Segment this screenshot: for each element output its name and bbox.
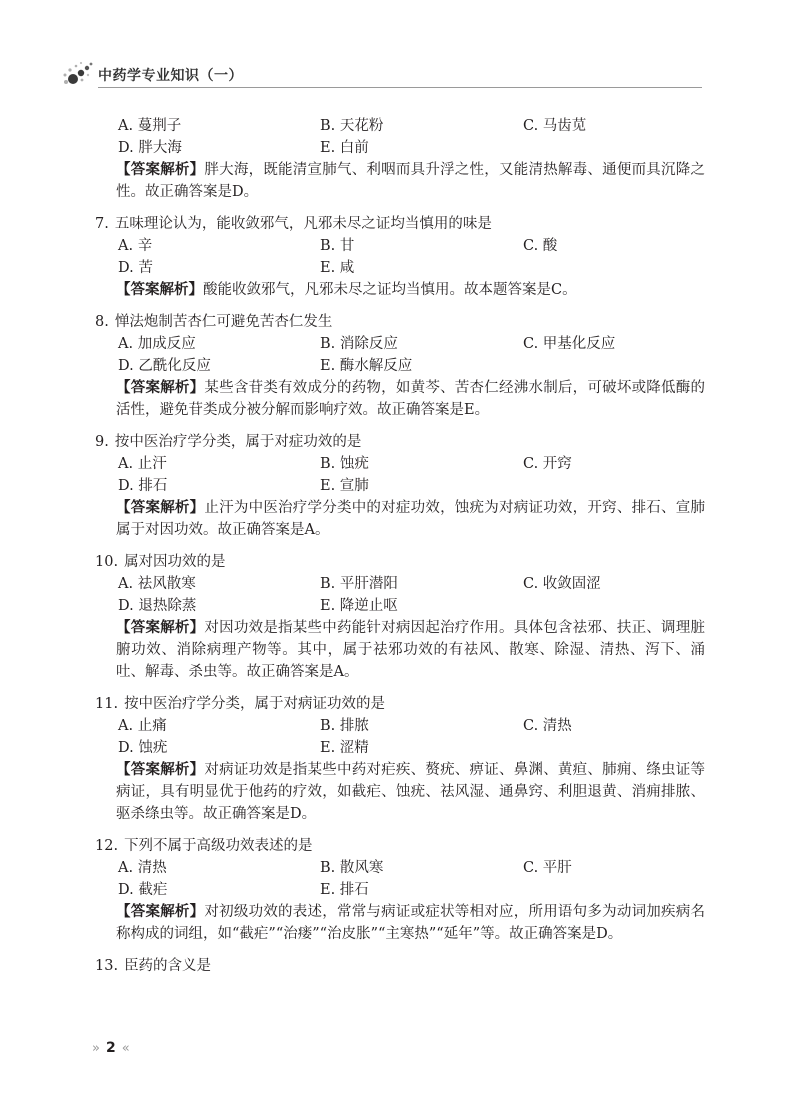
question-stem: [95, 955, 705, 977]
footer-right-mark: «: [121, 1041, 130, 1056]
question-block: [95, 835, 705, 945]
explanation-text: 对病证功效是指某些中药对疟疾、赘疣、痹证、鼻渊、黄疸、肺痈、绦虫证等病证，具有明显优于他药的疗效，如截疟、蚀疣、祛风湿、通鼻窍、利胆退黄、消痈排脓、驱杀绦虫等。故正确答案是D。: [116, 762, 706, 822]
question-text: 五味理论认为，能收敛邪气，凡邪未尽之证均当慎用的味是: [114, 216, 492, 232]
answer-option: [523, 475, 723, 497]
answer-option: [523, 595, 723, 617]
explanation-label: 【答案解析】: [116, 499, 205, 516]
question-number: 8.: [95, 314, 109, 330]
question-stem: [95, 551, 705, 573]
question-stem: [95, 431, 705, 453]
answer-option: D. 排石: [118, 478, 168, 494]
options-grid: [95, 453, 705, 497]
explanation-text: 某些含苷类有效成分的药物，如黄芩、苦杏仁经沸水制后，可破坏或降低酶的活性，避免苷类成分被分解而影响疗效。故正确答案是E。: [116, 380, 706, 418]
options-grid: [95, 857, 705, 901]
page-number: 2: [105, 1040, 116, 1056]
question-number: 13.: [95, 958, 119, 974]
answer-option: C. 收敛固涩: [523, 576, 601, 592]
answer-option: B. 消除反应: [320, 336, 398, 352]
options-grid: [95, 235, 705, 279]
page-footer: [92, 1040, 130, 1056]
answer-option: E. 降逆止呕: [320, 598, 398, 614]
question-number: 11.: [95, 696, 119, 712]
explanation-label: 【答案解析】: [116, 379, 205, 396]
question-block: [95, 431, 705, 541]
question-block: [95, 693, 705, 825]
question-text: 按中医治疗学分类，属于对症功效的是: [114, 434, 362, 450]
explanation-text: 对初级功效的表述，常常与病证或症状等相对应，所用语句多为动词加疾病名称构成的词组，如“截疟”“治瘘”“治皮胀”“主寒热”“延年”等。故正确答案是D。: [116, 904, 706, 942]
answer-explanation: [95, 617, 705, 683]
answer-option: [523, 879, 723, 901]
options-grid: [95, 715, 705, 759]
explanation-text: 止汗为中医治疗学分类中的对症功效，蚀疣为对病证功效，开窍、排石、宣肺属于对因功效。故正确答案是A。: [116, 500, 706, 538]
question-text: 属对因功效的是: [124, 554, 226, 570]
answer-option: B. 甘: [320, 238, 355, 254]
answer-option: D. 退热除蒸: [118, 598, 197, 614]
question-block: [95, 213, 705, 301]
answer-option: C. 平肝: [523, 860, 572, 876]
explanation-label: 【答案解析】: [116, 761, 205, 778]
answer-option: A. 止汗: [118, 456, 167, 472]
answer-explanation: [95, 159, 705, 203]
answer-option: B. 散风寒: [320, 860, 384, 876]
explanation-text: 对因功效是指某些中药能针对病因起治疗作用。具体包含祛邪、扶正、调理脏腑功效、消除病理产物等。其中，属于祛邪功效的有祛风、散寒、除湿、清热、泻下、涌吐、解毒、杀虫等。故正确答案是A。: [116, 620, 706, 680]
answer-option: E. 涩精: [320, 740, 369, 756]
explanation-label: 【答案解析】: [116, 903, 205, 920]
explanation-label: 【答案解析】: [116, 619, 205, 636]
answer-option: A. 清热: [118, 860, 167, 876]
answer-option: [523, 137, 723, 159]
question-text: 惮法炮制苦杏仁可避免苦杏仁发生: [114, 314, 333, 330]
answer-option: A. 辛: [118, 238, 153, 254]
footer-left-mark: »: [92, 1041, 100, 1056]
question-block: [95, 955, 705, 977]
answer-explanation: [95, 901, 705, 945]
answer-option: B. 排脓: [320, 718, 369, 734]
answer-option: A. 祛风散寒: [118, 576, 196, 592]
answer-option: D. 蚀疣: [118, 740, 168, 756]
answer-option: C. 马齿苋: [523, 118, 587, 134]
answer-explanation: [95, 279, 705, 301]
question-stem: [95, 311, 705, 333]
header-title: 中药学专业知识（一）: [98, 68, 243, 84]
page-content: [95, 115, 705, 977]
options-grid: [95, 333, 705, 377]
answer-option: C. 甲基化反应: [523, 336, 616, 352]
question-block: [95, 551, 705, 683]
question-text: 下列不属于高级功效表述的是: [124, 838, 313, 854]
answer-option: B. 天花粉: [320, 118, 384, 134]
answer-explanation: [95, 759, 705, 825]
answer-option: D. 胖大海: [118, 140, 182, 156]
answer-option: D. 截疟: [118, 882, 168, 898]
question-number: 12.: [95, 838, 119, 854]
continuation-block: [95, 115, 705, 203]
explanation-label: 【答案解析】: [116, 161, 205, 178]
answer-option: E. 排石: [320, 882, 369, 898]
answer-option: A. 蔓荆子: [118, 118, 182, 134]
answer-option: [523, 257, 723, 279]
options-grid: [95, 115, 705, 159]
running-header: [62, 60, 702, 90]
question-block: [95, 311, 705, 421]
explanation-text: 酸能收敛邪气，凡邪未尽之证均当慎用。故本题答案是C。: [203, 282, 577, 298]
answer-option: D. 苦: [118, 260, 153, 276]
question-text: 臣药的含义是: [124, 958, 212, 974]
answer-option: A. 加成反应: [118, 336, 196, 352]
explanation-label: 【答案解析】: [116, 281, 203, 298]
question-stem: [95, 213, 705, 235]
answer-option: E. 白前: [320, 140, 369, 156]
answer-option: E. 咸: [320, 260, 355, 276]
question-number: 7.: [95, 216, 109, 232]
answer-option: E. 酶水解反应: [320, 358, 413, 374]
question-number: 9.: [95, 434, 109, 450]
answer-option: E. 宣肺: [320, 478, 369, 494]
question-stem: [95, 835, 705, 857]
answer-option: [523, 355, 723, 377]
answer-option: [523, 737, 723, 759]
answer-option: B. 平肝潜阳: [320, 576, 398, 592]
question-text: 按中医治疗学分类，属于对病证功效的是: [124, 696, 386, 712]
answer-option: C. 清热: [523, 718, 572, 734]
answer-option: C. 开窍: [523, 456, 572, 472]
answer-option: D. 乙酰化反应: [118, 358, 211, 374]
header-rule: [98, 87, 702, 88]
question-stem: [95, 693, 705, 715]
options-grid: [95, 573, 705, 617]
answer-option: B. 蚀疣: [320, 456, 369, 472]
explanation-text: 胖大海，既能清宣肺气、利咽而具升浮之性，又能清热解毒、通便而具沉降之性。故正确答案是D。: [116, 162, 706, 200]
logo-dots-icon: [62, 60, 96, 88]
answer-option: C. 酸: [523, 238, 558, 254]
question-number: 10.: [95, 554, 119, 570]
answer-option: A. 止痛: [118, 718, 167, 734]
answer-explanation: [95, 377, 705, 421]
answer-explanation: [95, 497, 705, 541]
